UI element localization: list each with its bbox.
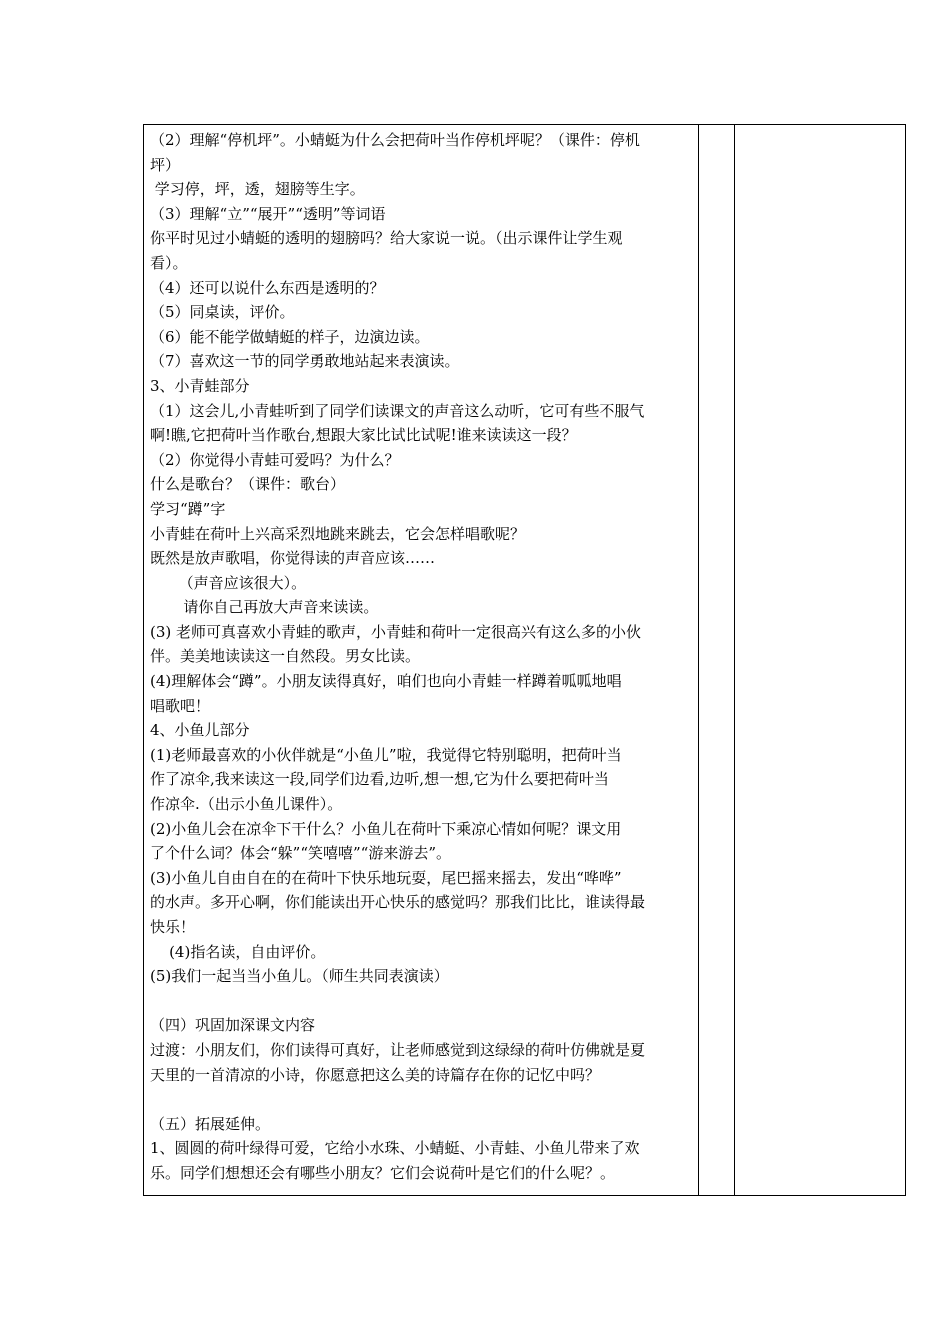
text-line: 1、圆圆的荷叶绿得可爱，它给小水珠、小蜻蜓、小青蛙、小鱼儿带来了欢 bbox=[150, 1139, 640, 1158]
text-line: 3、小青蛙部分 bbox=[150, 376, 250, 395]
text-line: (3)小鱼儿自由自在的在荷叶下快乐地玩耍，尾巴摇来摇去，发出“哗哗” bbox=[150, 868, 622, 887]
lesson-table bbox=[143, 124, 906, 1196]
text-line: （2）你觉得小青蛙可爱吗？为什么？ bbox=[150, 450, 400, 469]
text-line: 4、小鱼儿部分 bbox=[150, 721, 250, 740]
text-line: 小青蛙在荷叶上兴高采烈地跳来跳去，它会怎样唱歌呢？ bbox=[150, 524, 526, 543]
text-line: 学习停，坪，透，翅膀等生字。 bbox=[150, 180, 365, 199]
text-line: 什么是歌台？（课件：歌台） bbox=[150, 475, 346, 494]
text-line: （1）这会儿,小青蛙听到了同学们读课文的声音这么动听，它可有些不服气 bbox=[150, 401, 645, 420]
text-line: 作了凉伞,我来读这一段,同学们边看,边听,想一想,它为什么要把荷叶当 bbox=[150, 770, 609, 789]
text-line: 既然是放声歌唱，你觉得读的声音应该…… bbox=[150, 549, 436, 568]
text-line: (2)小鱼儿会在凉伞下干什么？小鱼儿在荷叶下乘凉心情如何呢？课文用 bbox=[150, 819, 622, 838]
text-line: 伴。美美地读读这一自然段。男女比读。 bbox=[150, 647, 421, 666]
text-line: (4)理解体会“蹲”。小朋友读得真好，咱们也向小青蛙一样蹲着呱呱地唱 bbox=[150, 672, 622, 691]
text-line: 啊!瞧,它把荷叶当作歌台,想跟大家比试比试呢!谁来读读这一段？ bbox=[150, 426, 577, 445]
text-line: 请你自己再放大声音来读读。 bbox=[150, 598, 379, 617]
text-line: （四）巩固加深课文内容 bbox=[150, 1016, 316, 1035]
column-divider bbox=[734, 125, 735, 1195]
text-line: 的水声。多开心啊，你们能读出开心快乐的感觉吗？那我们比比，谁读得最 bbox=[150, 893, 646, 912]
text-line bbox=[150, 989, 695, 1014]
text-line: 快乐！ bbox=[150, 918, 196, 936]
text-line bbox=[150, 1087, 695, 1112]
text-line: （声音应该很大）。 bbox=[150, 573, 307, 592]
text-line: 看）。 bbox=[150, 253, 188, 272]
text-line: 学习“蹲”字 bbox=[150, 499, 226, 518]
text-line: 唱歌吧！ bbox=[150, 696, 211, 715]
text-line: 坪） bbox=[150, 155, 181, 174]
text-line: （7）喜欢这一节的同学勇敢地站起来表演读。 bbox=[150, 352, 460, 371]
text-line: (4)指名读，自由评价。 bbox=[150, 942, 326, 961]
text-line: (3) 老师可真喜欢小青蛙的歌声，小青蛙和荷叶一定很高兴有这么多的小伙 bbox=[150, 622, 642, 641]
text-line: 作凉伞.（出示小鱼儿课件）。 bbox=[150, 795, 343, 814]
text-line: 了个什么词？体会“躲”“笑嘻嘻”“游来游去”。 bbox=[150, 844, 452, 863]
text-line: 你平时见过小蜻蜓的透明的翅膀吗？给大家说一说。（出示课件让学生观 bbox=[150, 229, 623, 248]
column-divider bbox=[698, 125, 699, 1195]
text-line: 乐。同学们想想还会有哪些小朋友？它们会说荷叶是它们的什么呢？。 bbox=[150, 1163, 616, 1182]
text-line: （6）能不能学做蜻蜓的样子，边演边读。 bbox=[150, 327, 430, 346]
text-line: 天里的一首清凉的小诗，你愿意把这么美的诗篇存在你的记忆中吗？ bbox=[150, 1065, 601, 1084]
text-line: （3）理解“立”“展开”“透明”等词语 bbox=[150, 204, 386, 223]
text-line: （4）还可以说什么东西是透明的？ bbox=[150, 278, 385, 297]
text-line: （5）同桌读，评价。 bbox=[150, 303, 295, 322]
lesson-content-cell bbox=[150, 128, 695, 1186]
text-line: 过渡：小朋友们，你们读得可真好，让老师感觉到这绿绿的荷叶仿佛就是夏 bbox=[150, 1040, 646, 1059]
text-line: （2）理解“停机坪”。小蜻蜓为什么会把荷叶当作停机坪呢？（课件：停机 bbox=[150, 131, 640, 149]
text-line: (5)我们一起当当小鱼儿。（师生共同表演读） bbox=[150, 967, 449, 986]
text-line: (1)老师最喜欢的小伙伴就是“小鱼儿”啦，我觉得它特别聪明，把荷叶当 bbox=[150, 745, 622, 764]
text-line: （五）拓展延伸。 bbox=[150, 1114, 271, 1133]
